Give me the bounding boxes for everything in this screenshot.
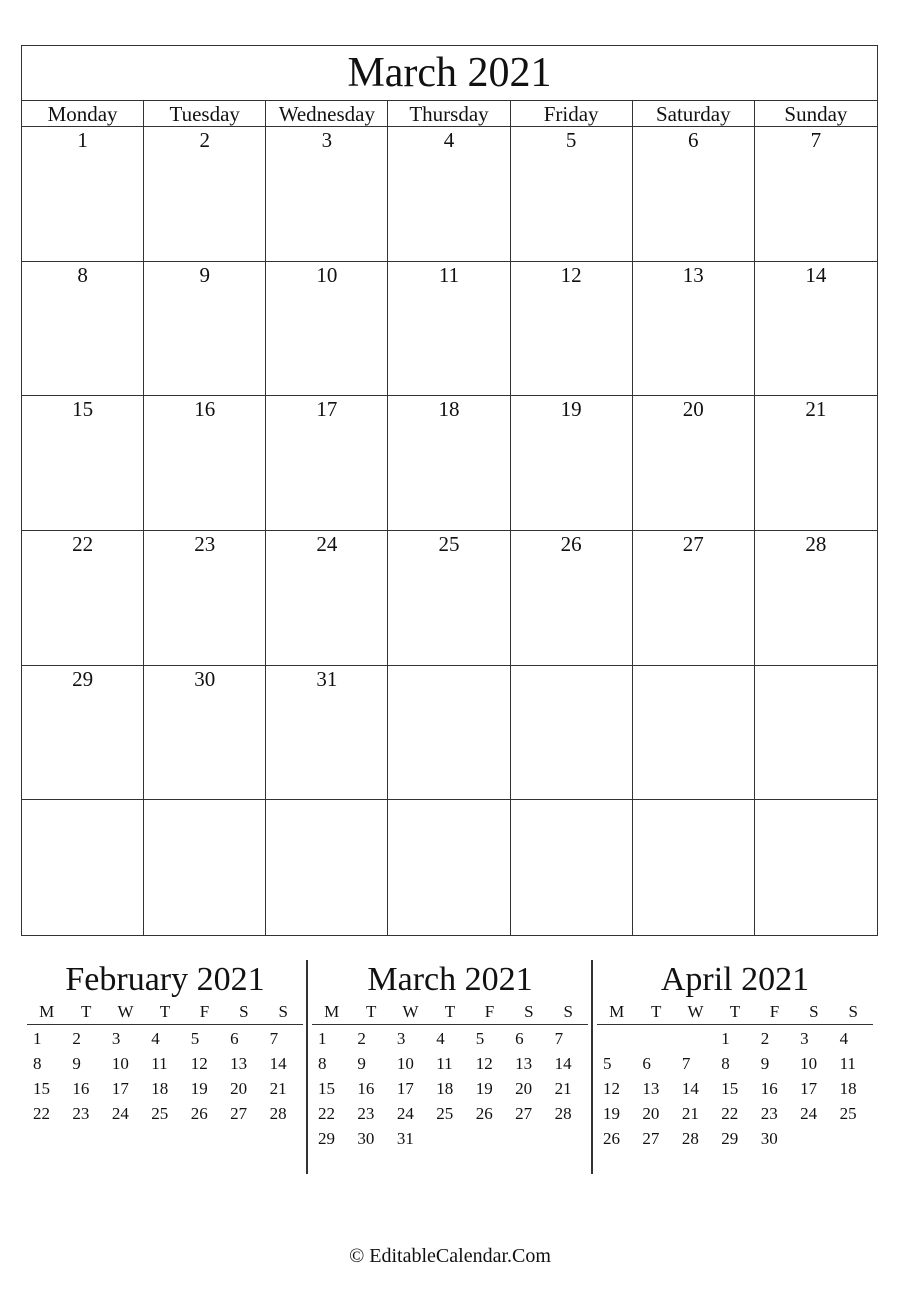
day-cell: 9 <box>144 262 266 397</box>
day-cell: 4 <box>388 127 510 262</box>
mini-day: 8 <box>33 1054 42 1073</box>
mini-day-grid <box>27 1025 303 1126</box>
mini-day: 11 <box>151 1054 168 1073</box>
weekday-label: Sunday <box>784 102 848 126</box>
mini-day: 27 <box>230 1104 248 1123</box>
mini-day: 12 <box>190 1054 208 1073</box>
mini-day: 1 <box>721 1029 730 1048</box>
day-cell <box>511 666 633 801</box>
mini-weekday-label: M <box>609 1002 625 1021</box>
mini-weekday-label: W <box>117 1002 134 1021</box>
mini-weekday-label: T <box>159 1002 171 1021</box>
mini-day: 23 <box>72 1104 90 1123</box>
day-cell: 24 <box>266 531 388 666</box>
mini-day: 25 <box>436 1104 454 1123</box>
day-cell: 27 <box>633 531 755 666</box>
day-cell: 29 <box>22 666 144 801</box>
mini-day <box>636 1026 675 1051</box>
day-cell: 14 <box>755 262 877 397</box>
mini-day: 22 <box>318 1104 335 1123</box>
day-cell <box>755 666 877 801</box>
mini-day <box>676 1026 715 1051</box>
mini-weekday-label: M <box>39 1002 55 1021</box>
weekday-header-row <box>22 101 877 127</box>
day-cell: 2 <box>144 127 266 262</box>
day-cell <box>388 666 510 801</box>
mini-day: 21 <box>681 1104 699 1123</box>
mini-day: 17 <box>111 1079 129 1098</box>
day-cell: 21 <box>755 396 877 531</box>
mini-day: 7 <box>554 1029 564 1048</box>
mini-weekday-label: T <box>650 1002 662 1021</box>
mini-day: 31 <box>396 1129 414 1148</box>
day-cell <box>144 800 266 935</box>
mini-day: 1 <box>318 1029 327 1048</box>
day-cell: 3 <box>266 127 388 262</box>
mini-day: 18 <box>151 1079 169 1098</box>
weekday-label: Friday <box>511 101 633 127</box>
mini-day: 20 <box>642 1104 660 1123</box>
mini-day: 2 <box>760 1029 770 1048</box>
mini-day: 12 <box>475 1054 493 1073</box>
mini-day: 16 <box>72 1079 90 1098</box>
day-cell <box>755 800 877 935</box>
day-cell: 22 <box>22 531 144 666</box>
mini-day: 4 <box>839 1029 849 1048</box>
day-cell: 17 <box>266 396 388 531</box>
mini-weekday-label: T <box>444 1002 456 1021</box>
day-cell: 25 <box>388 531 510 666</box>
mini-day <box>597 1026 636 1051</box>
mini-day: 20 <box>515 1079 533 1098</box>
mini-day: 26 <box>603 1129 620 1148</box>
mini-day-grid <box>312 1025 588 1151</box>
mini-day: 5 <box>603 1054 612 1073</box>
mini-day: 12 <box>603 1079 620 1098</box>
mini-day: 25 <box>151 1104 169 1123</box>
mini-day: 20 <box>230 1079 248 1098</box>
mini-weekday-header <box>27 1002 303 1025</box>
mini-weekday-label: F <box>199 1002 210 1021</box>
mini-day: 19 <box>475 1079 493 1098</box>
mini-day: 9 <box>72 1054 81 1073</box>
day-cell <box>388 800 510 935</box>
mini-day: 2 <box>72 1029 81 1048</box>
weekday-label: Thursday <box>388 101 510 127</box>
mini-day: 8 <box>721 1054 730 1073</box>
day-grid <box>22 127 877 935</box>
mini-day: 6 <box>642 1054 651 1073</box>
mini-day <box>794 1126 833 1151</box>
mini-day: 15 <box>33 1079 50 1098</box>
mini-day: 28 <box>269 1104 287 1123</box>
day-cell <box>633 666 755 801</box>
day-cell: 23 <box>144 531 266 666</box>
day-cell: 13 <box>633 262 755 397</box>
mini-day <box>509 1126 548 1151</box>
mini-day: 16 <box>357 1079 375 1098</box>
mini-weekday-label: F <box>484 1002 495 1021</box>
mini-day: 23 <box>760 1104 778 1123</box>
mini-calendar-march <box>312 958 588 1151</box>
mini-day: 27 <box>642 1129 660 1148</box>
mini-day: 3 <box>800 1029 809 1048</box>
mini-weekday-label: T <box>365 1002 377 1021</box>
day-cell: 5 <box>511 127 633 262</box>
mini-day: 5 <box>190 1029 200 1048</box>
mini-weekday-label: W <box>402 1002 419 1021</box>
mini-day: 4 <box>436 1029 445 1048</box>
mini-day: 9 <box>357 1054 366 1073</box>
mini-day: 24 <box>396 1104 414 1123</box>
mini-weekday-header <box>597 1002 873 1025</box>
mini-day: 15 <box>721 1079 739 1098</box>
mini-day: 22 <box>721 1104 739 1123</box>
mini-weekday-label: S <box>524 1002 534 1021</box>
mini-day: 3 <box>396 1029 406 1048</box>
month-title: March 2021 <box>22 46 877 101</box>
mini-calendars <box>0 958 900 1178</box>
mini-day: 25 <box>839 1104 857 1123</box>
day-cell: 6 <box>633 127 755 262</box>
mini-day: 18 <box>436 1079 454 1098</box>
weekday-label: Wednesday <box>266 101 388 127</box>
mini-day: 14 <box>269 1054 287 1073</box>
day-cell <box>266 800 388 935</box>
mini-weekday-label: S <box>239 1002 249 1021</box>
mini-day: 7 <box>269 1029 279 1048</box>
mini-day: 17 <box>800 1079 818 1098</box>
mini-day: 15 <box>318 1079 335 1098</box>
day-cell: 11 <box>388 262 510 397</box>
mini-weekday-label: F <box>769 1002 780 1021</box>
mini-day: 11 <box>839 1054 856 1073</box>
day-cell: 1 <box>22 127 144 262</box>
day-cell: 20 <box>633 396 755 531</box>
mini-day: 18 <box>839 1079 857 1098</box>
mini-day: 22 <box>33 1104 50 1123</box>
mini-day: 11 <box>436 1054 453 1073</box>
mini-day: 21 <box>269 1079 287 1098</box>
mini-day: 21 <box>554 1079 572 1098</box>
mini-month-title: April 2021 <box>660 961 810 998</box>
mini-day: 9 <box>760 1054 770 1073</box>
mini-day: 7 <box>681 1054 691 1073</box>
day-cell: 26 <box>511 531 633 666</box>
mini-day: 24 <box>111 1104 129 1123</box>
mini-day: 14 <box>681 1079 699 1098</box>
mini-weekday-label: T <box>80 1002 92 1021</box>
mini-day: 10 <box>396 1054 414 1073</box>
day-cell: 15 <box>22 396 144 531</box>
day-cell: 31 <box>266 666 388 801</box>
mini-day: 27 <box>515 1104 533 1123</box>
day-cell <box>511 800 633 935</box>
mini-weekday-label: M <box>324 1002 340 1021</box>
mini-day: 30 <box>357 1129 375 1148</box>
mini-day: 2 <box>357 1029 366 1048</box>
day-cell: 7 <box>755 127 877 262</box>
mini-weekday-label: S <box>809 1002 819 1021</box>
mini-divider <box>306 960 308 1174</box>
mini-day: 29 <box>318 1129 335 1148</box>
day-cell: 18 <box>388 396 510 531</box>
mini-day <box>470 1126 509 1151</box>
mini-month-title: March 2021 <box>367 961 533 998</box>
mini-day: 6 <box>230 1029 239 1048</box>
mini-calendar-april <box>597 958 873 1151</box>
day-cell: 28 <box>755 531 877 666</box>
mini-day: 4 <box>151 1029 160 1048</box>
mini-day: 10 <box>800 1054 818 1073</box>
mini-day-grid <box>597 1025 873 1151</box>
mini-day: 29 <box>721 1129 739 1148</box>
mini-day: 23 <box>357 1104 375 1123</box>
mini-day: 26 <box>190 1104 208 1123</box>
mini-weekday-label: W <box>687 1002 704 1021</box>
mini-day: 8 <box>318 1054 327 1073</box>
mini-day: 6 <box>515 1029 524 1048</box>
mini-weekday-label: S <box>848 1002 858 1021</box>
day-cell: 10 <box>266 262 388 397</box>
day-cell: 16 <box>144 396 266 531</box>
mini-day <box>549 1126 588 1151</box>
day-cell: 19 <box>511 396 633 531</box>
mini-day: 19 <box>190 1079 208 1098</box>
mini-day: 10 <box>111 1054 129 1073</box>
mini-day: 13 <box>642 1079 660 1098</box>
main-calendar <box>21 45 878 936</box>
mini-day: 24 <box>800 1104 818 1123</box>
mini-weekday-label: T <box>729 1002 741 1021</box>
weekday-label: Monday <box>22 101 144 127</box>
mini-weekday-header <box>312 1002 588 1025</box>
mini-day: 5 <box>475 1029 485 1048</box>
mini-day <box>834 1126 873 1151</box>
mini-day: 17 <box>396 1079 414 1098</box>
mini-day: 28 <box>554 1104 572 1123</box>
mini-day: 13 <box>515 1054 533 1073</box>
copyright-footer: © EditableCalendar.Com <box>349 1245 551 1267</box>
day-cell: 8 <box>22 262 144 397</box>
mini-day: 16 <box>760 1079 778 1098</box>
day-cell <box>22 800 144 935</box>
mini-day: 28 <box>681 1129 699 1148</box>
mini-day: 19 <box>603 1104 620 1123</box>
day-cell: 12 <box>511 262 633 397</box>
mini-day: 14 <box>554 1054 572 1073</box>
day-cell <box>633 800 755 935</box>
mini-day <box>430 1126 469 1151</box>
day-cell: 30 <box>144 666 266 801</box>
mini-day: 30 <box>760 1129 778 1148</box>
weekday-label: Saturday <box>633 101 755 127</box>
mini-day: 13 <box>230 1054 248 1073</box>
weekday-label: Tuesday <box>144 101 266 127</box>
mini-weekday-label: S <box>278 1002 288 1021</box>
mini-day: 26 <box>475 1104 493 1123</box>
mini-month-title: February 2021 <box>65 961 265 998</box>
mini-divider <box>591 960 593 1174</box>
mini-weekday-label: S <box>563 1002 573 1021</box>
mini-calendar-february <box>27 958 303 1126</box>
mini-day: 3 <box>111 1029 121 1048</box>
mini-day: 1 <box>33 1029 42 1048</box>
